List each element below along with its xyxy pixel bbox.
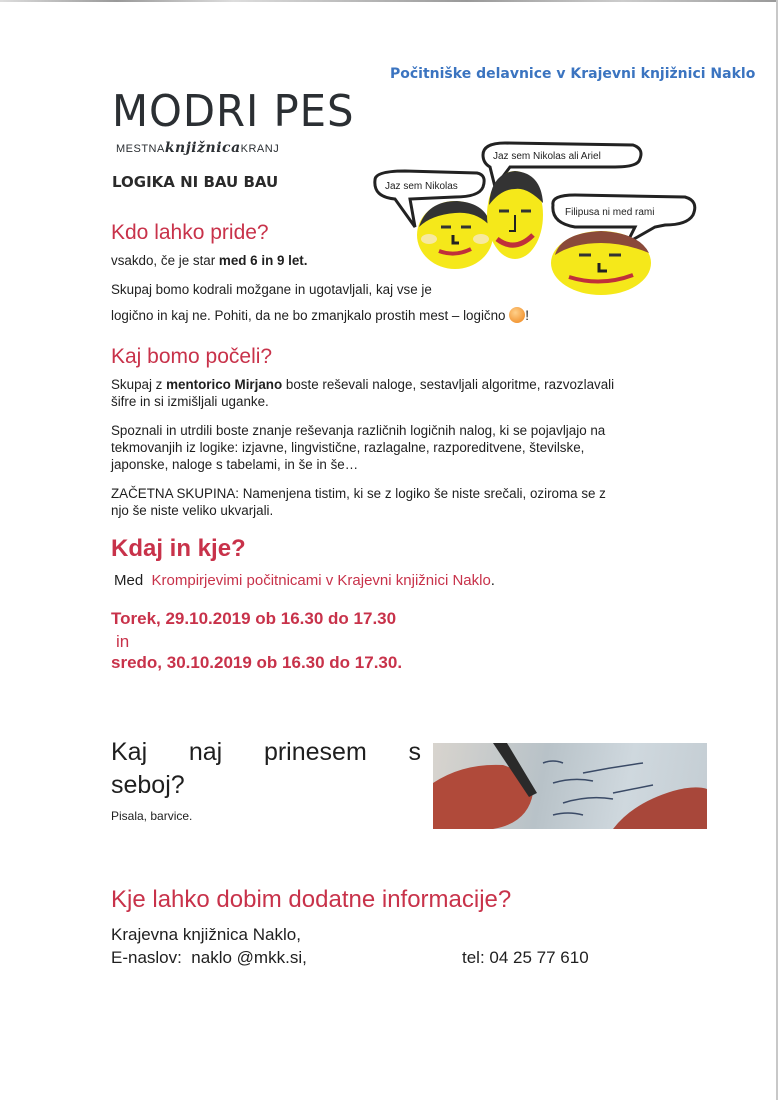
- date-1: Torek, 29.10.2019 ob 16.30 do 17.30: [111, 609, 397, 628]
- heading-bring-line2: seboj?: [111, 771, 185, 799]
- writing-hands-photo: [433, 743, 707, 829]
- what-p3-line2: njo še niste veliko ukvarjali.: [111, 503, 274, 518]
- phone-line: tel: 04 25 77 610: [462, 948, 589, 967]
- heading-what: Kaj bomo počeli?: [111, 345, 273, 368]
- heading-when: Kdaj in kje?: [111, 535, 246, 562]
- email-line: E-naslov: naklo @mkk.si,: [111, 948, 307, 967]
- location-text: Krompirjevimi počitnicami v Krajevni knjižnici Naklo: [151, 572, 491, 589]
- logo-sub-mid: knjižnica: [164, 140, 241, 156]
- what-p3-line1: ZAČETNA SKUPINA: Namenjena tistim, ki se z logiko še niste srečali, oziroma se z: [111, 486, 606, 501]
- age-prefix: vsakdo, če je star: [111, 253, 219, 268]
- age-range: med 6 in 9 let.: [218, 253, 308, 268]
- age-line: [111, 252, 307, 269]
- heading-bring-word: s: [408, 738, 421, 766]
- who-para-end: !: [525, 308, 529, 323]
- what-p1-prefix: Skupaj z: [111, 377, 167, 392]
- what-p2-line2: tekmovanjih iz logike: izjavne, lingvistične, razlagalne, razporeditvene, številske,: [111, 440, 585, 455]
- mentor-name: mentorico Mirjano: [166, 377, 283, 392]
- who-para-line2: [111, 304, 529, 324]
- bubble-1-text: Jaz sem Nikolas: [385, 181, 458, 192]
- logo-main: MODRI PES: [112, 86, 355, 137]
- heading-bring: [111, 738, 421, 767]
- heading-info: Kje lahko dobim dodatne informacije?: [111, 886, 512, 913]
- location-line: [114, 572, 495, 589]
- cartoon-face-2: [487, 171, 543, 259]
- what-p1-rest: boste reševali naloge, sestavljali algoritme, razvozlavali: [282, 377, 615, 392]
- heading-bring-word: naj: [188, 738, 223, 766]
- date-2: sredo, 30.10.2019 ob 16.30 do 17.30.: [111, 653, 403, 672]
- date-connector: in: [116, 632, 130, 651]
- location-prefix: Med: [114, 572, 144, 589]
- page-top-edge: [0, 0, 778, 2]
- what-p1-line2: šifre in si izmišljali uganke.: [111, 394, 269, 409]
- heading-bring-word: Kaj: [111, 738, 148, 766]
- heading-bring-word: prinesem: [263, 738, 367, 766]
- who-para-line1: Skupaj bomo kodrali možgane in ugotavljali, kaj vse je: [111, 282, 432, 297]
- logo-sub-right: KRANJ: [240, 143, 280, 155]
- cartoon-face-1: [417, 201, 493, 269]
- bubble-3-text: Filipusa ni med rami: [565, 207, 655, 218]
- bubble-2-text: Jaz sem Nikolas ali Ariel: [493, 151, 601, 162]
- logo-sub-left: MESTNA: [116, 143, 165, 155]
- library-name: Krajevna knjižnica Naklo,: [111, 925, 301, 944]
- what-p1-line1: [111, 376, 614, 393]
- header-title: Počitniške delavnice v Krajevni knjižnici Naklo: [390, 66, 756, 82]
- smiley-icon: [509, 307, 525, 323]
- subtitle: LOGIKA NI BAU BAU: [112, 173, 279, 191]
- bring-items: Pisala, barvice.: [111, 809, 193, 823]
- location-end: .: [490, 572, 495, 589]
- heading-who: Kdo lahko pride?: [111, 221, 269, 244]
- cartoon-illustration: [365, 135, 710, 300]
- who-para-line2-text: logično in kaj ne. Pohiti, da ne bo zmanjkalo prostih mest – logično: [111, 308, 506, 323]
- what-p2-line3: japonske, naloge s tabelami, in še in še…: [111, 457, 359, 472]
- logo-sub: [116, 140, 279, 156]
- cartoon-face-3: [551, 231, 651, 295]
- what-p2-line1: Spoznali in utrdili boste znanje reševanja različnih logičnih nalog, ki se pojavljajo na: [111, 423, 606, 438]
